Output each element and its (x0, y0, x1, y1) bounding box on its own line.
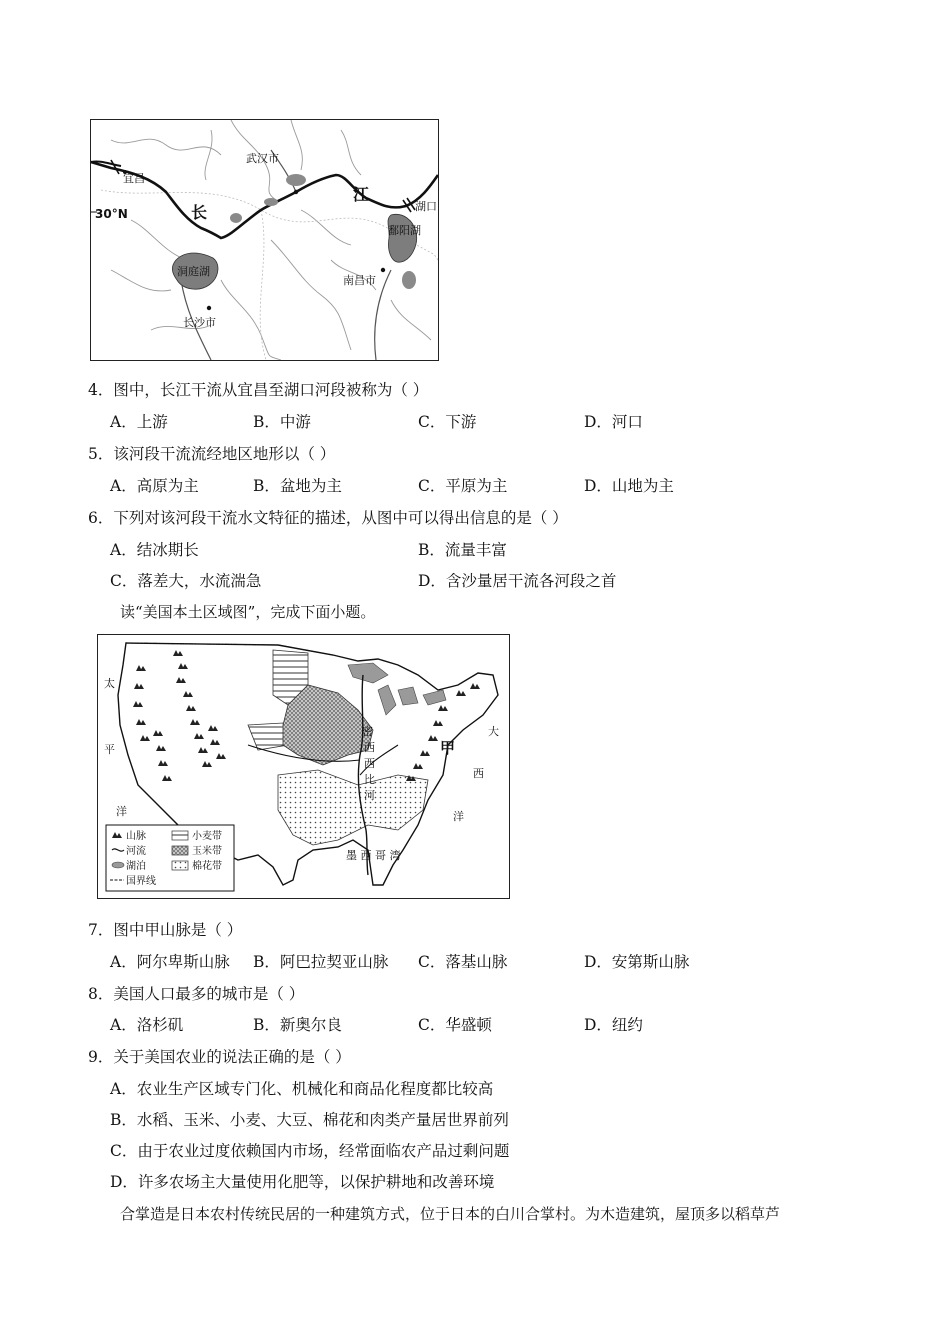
usa-map (97, 634, 510, 899)
question-number: 9． (88, 1048, 114, 1066)
label-chang: 长 (191, 203, 208, 222)
label-river-3: 西 (364, 757, 375, 770)
option-4c[interactable]: C．下游 (418, 413, 477, 431)
intro-gassho: 合掌造是日本农村传统民居的一种建筑方式，位于日本的白川合掌村。为木造建筑，屋顶多以稻草芦 (120, 1205, 781, 1223)
label-pacific-2: 平 (104, 743, 115, 756)
label-atlantic-2: 西 (473, 767, 484, 780)
question-number: 4． (88, 381, 114, 399)
label-atlantic-3: 洋 (453, 810, 464, 823)
legend-wheat: 小麦带 (192, 831, 222, 842)
question-number: 8． (88, 985, 114, 1003)
label-yichang: 宜昌 (123, 172, 145, 185)
label-jiang: 江 (353, 185, 370, 204)
option-5d[interactable]: D．山地为主 (584, 477, 674, 495)
question-text: 美国人口最多的城市是（ ） (113, 985, 305, 1003)
option-8a[interactable]: A．洛杉矶 (110, 1016, 184, 1034)
legend-corn: 玉米带 (192, 846, 222, 857)
yangtze-map-drawing (91, 120, 438, 360)
yangtze-map (90, 119, 439, 361)
question-text: 图中，长江干流从宜昌至湖口河段被称为（ ） (113, 381, 429, 399)
question-text: 下列对该河段干流水文特征的描述，从图中可以得出信息的是（ ） (113, 509, 568, 527)
option-7d[interactable]: D．安第斯山脉 (584, 953, 690, 971)
label-poyang: 鄱阳湖 (388, 224, 421, 237)
option-9c[interactable]: C．由于农业过度依赖国内市场，经常面临农产品过剩问题 (110, 1142, 510, 1160)
option-5a[interactable]: A．高原为主 (110, 477, 199, 495)
legend-cotton: 棉花带 (192, 861, 222, 872)
option-6c[interactable]: C．落差大，水流湍急 (110, 572, 262, 590)
label-pacific-1: 太 (104, 677, 115, 690)
option-9a[interactable]: A．农业生产区域专门化、机械化和商品化程度都比较高 (110, 1080, 494, 1098)
label-river-2: 西 (364, 741, 375, 754)
label-changsha: 长沙市 (183, 316, 216, 329)
option-4d[interactable]: D．河口 (584, 413, 643, 431)
intro-us-map: 读“美国本土区域图”，完成下面小题。 (120, 603, 376, 621)
usa-map-drawing (98, 635, 509, 898)
question-9 (88, 1046, 351, 1068)
question-6 (88, 507, 568, 529)
legend-border: 国界线 (126, 876, 156, 887)
question-text: 关于美国农业的说法正确的是（ ） (113, 1048, 351, 1066)
label-wuhan: 武汉市 (246, 152, 279, 165)
label-gulf: 墨 西 哥 湾 (346, 849, 401, 862)
question-text: 该河段干流流经地区地形以（ ） (113, 445, 336, 463)
option-7a[interactable]: A．阿尔卑斯山脉 (110, 953, 230, 971)
question-5 (88, 443, 335, 465)
label-river-5: 河 (364, 789, 375, 802)
label-river-4: 比 (364, 773, 375, 786)
question-number: 7． (88, 921, 114, 939)
label-jia: 甲 (440, 739, 456, 757)
label-latitude: 30°N (95, 207, 128, 221)
option-7c[interactable]: C．落基山脉 (418, 953, 508, 971)
legend-mountain: 山脉 (126, 831, 146, 842)
label-pacific-3: 洋 (116, 805, 127, 818)
option-4a[interactable]: A．上游 (110, 413, 168, 431)
label-nanchang: 南昌市 (343, 274, 376, 287)
question-text: 图中甲山脉是（ ） (113, 921, 243, 939)
option-4b[interactable]: B．中游 (253, 413, 311, 431)
map-legend (106, 825, 234, 891)
option-5c[interactable]: C．平原为主 (418, 477, 508, 495)
question-8 (88, 983, 304, 1005)
question-4 (88, 379, 428, 401)
option-8c[interactable]: C．华盛顿 (418, 1016, 492, 1034)
question-7 (88, 919, 242, 941)
option-8b[interactable]: B．新奥尔良 (253, 1016, 342, 1034)
option-7b[interactable]: B．阿巴拉契亚山脉 (253, 953, 389, 971)
option-8d[interactable]: D．纽约 (584, 1016, 643, 1034)
question-number: 6． (88, 509, 114, 527)
label-atlantic-1: 大 (488, 725, 499, 738)
option-9d[interactable]: D．许多农场主大量使用化肥等，以保护耕地和改善环境 (110, 1173, 495, 1191)
label-river-1: 密 (362, 725, 373, 738)
option-6d[interactable]: D．含沙量居干流各河段之首 (418, 572, 617, 590)
label-hukou: 湖口 (415, 200, 437, 213)
label-dongting: 洞庭湖 (177, 265, 210, 278)
legend-river: 河流 (126, 846, 146, 857)
option-5b[interactable]: B．盆地为主 (253, 477, 342, 495)
option-6b[interactable]: B．流量丰富 (418, 541, 507, 559)
option-6a[interactable]: A．结冰期长 (110, 541, 199, 559)
question-number: 5． (88, 445, 114, 463)
legend-lake: 湖泊 (126, 861, 146, 872)
option-9b[interactable]: B．水稻、玉米、小麦、大豆、棉花和肉类产量居世界前列 (110, 1111, 509, 1129)
